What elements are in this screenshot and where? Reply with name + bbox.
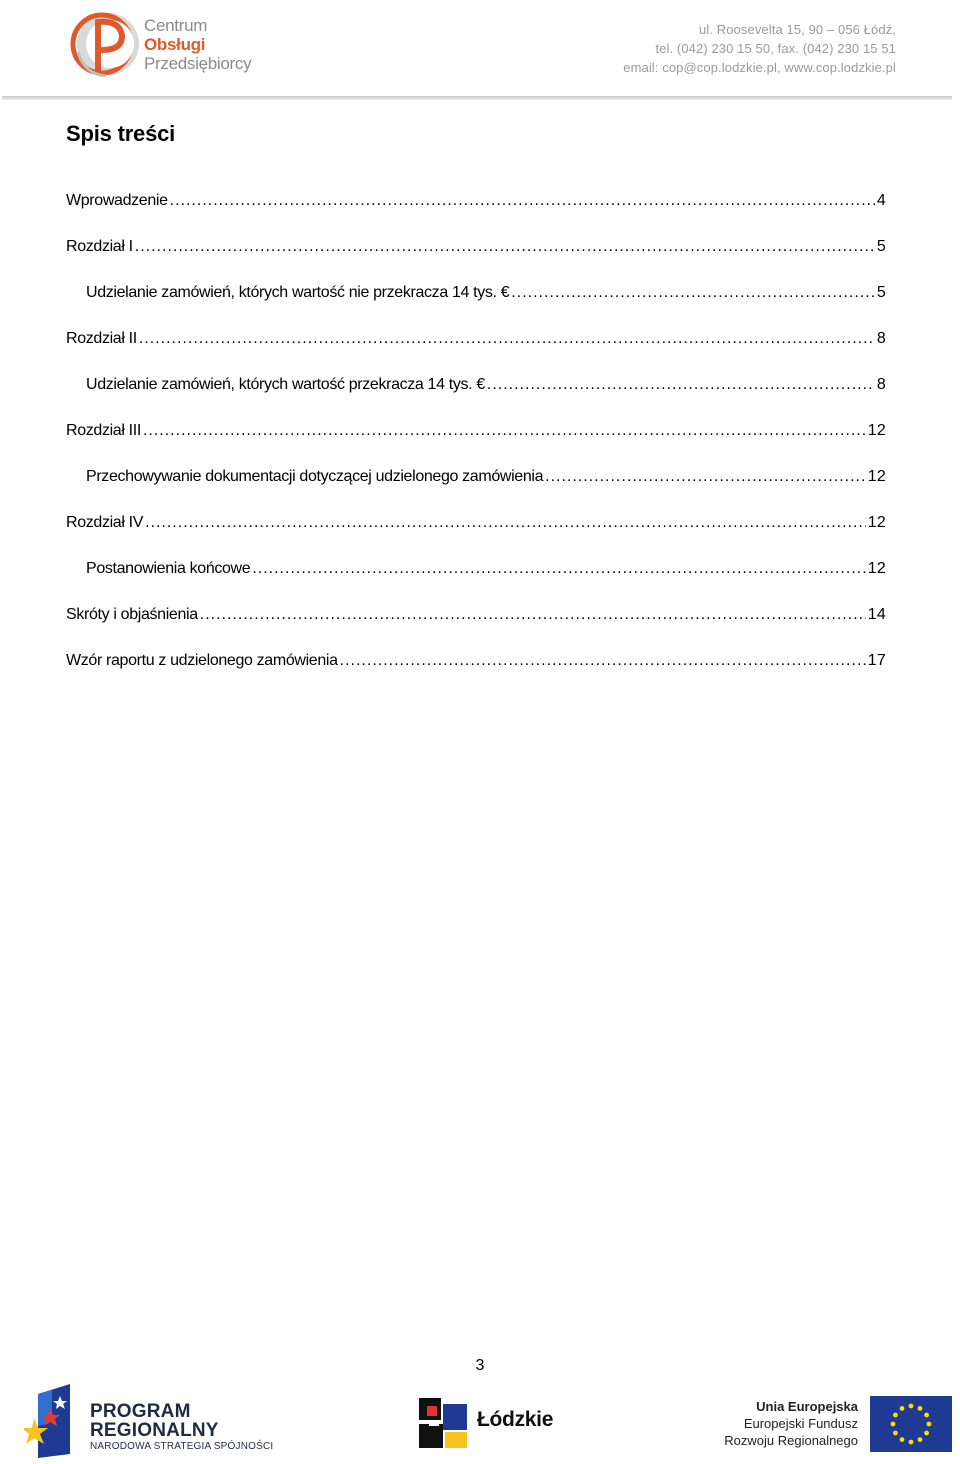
toc-entry-label: Udzielanie zamówień, których wartość nie przekracza 14 tys. € bbox=[86, 284, 510, 301]
cop-logo-mark-icon bbox=[70, 8, 140, 80]
toc-leader-dots bbox=[135, 238, 875, 256]
contact-address: ul. Roosevelta 15, 90 – 056 Łódź, bbox=[699, 22, 896, 37]
toc-entry-udzielanie-ponizej[interactable] bbox=[66, 284, 886, 330]
toc-entry-label: Skróty i objaśnienia bbox=[66, 606, 198, 623]
page-header bbox=[0, 0, 960, 100]
pr-line-3: NARODOWA STRATEGIA SPÓJNOŚCI bbox=[90, 1441, 274, 1452]
toc-entry-label: Rozdział II bbox=[66, 330, 137, 347]
toc-entry-page: 14 bbox=[867, 606, 886, 623]
toc-entry-postanowienia[interactable] bbox=[66, 560, 886, 606]
toc-entry-rozdzial-3[interactable] bbox=[66, 422, 886, 468]
toc-leader-dots bbox=[143, 422, 866, 440]
lodzkie-text: Łódzkie bbox=[477, 1408, 554, 1431]
lodzkie-logo bbox=[417, 1394, 567, 1450]
table-of-contents bbox=[66, 192, 886, 698]
toc-entry-udzielanie-powyzej[interactable] bbox=[66, 376, 886, 422]
program-regionalny-logo bbox=[24, 1382, 274, 1458]
toc-entry-page: 4 bbox=[876, 192, 886, 209]
toc-entry-page: 8 bbox=[876, 376, 886, 393]
toc-entry-label: Wzór raportu z udzielonego zamówienia bbox=[66, 652, 338, 669]
eu-line-1: Unia Europejska bbox=[756, 1399, 858, 1414]
toc-entry-page: 17 bbox=[867, 652, 886, 669]
cop-logo bbox=[70, 8, 260, 82]
toc-entry-label: Wprowadzenie bbox=[66, 192, 168, 209]
toc-entry-rozdzial-2[interactable] bbox=[66, 330, 886, 376]
header-contact bbox=[623, 20, 896, 77]
toc-leader-dots bbox=[145, 514, 866, 532]
header-divider bbox=[2, 96, 952, 100]
toc-entry-page: 12 bbox=[867, 514, 886, 531]
eu-text bbox=[724, 1398, 858, 1449]
eu-line-2: Europejski Fundusz bbox=[743, 1416, 858, 1431]
toc-leader-dots bbox=[511, 284, 875, 302]
logo-line-2: Obsługi bbox=[144, 35, 206, 54]
toc-entry-label: Rozdział IV bbox=[66, 514, 144, 531]
toc-leader-dots bbox=[170, 192, 875, 210]
toc-entry-skroty[interactable] bbox=[66, 606, 886, 652]
program-regionalny-flag-icon bbox=[24, 1382, 80, 1458]
toc-entry-page: 5 bbox=[876, 284, 886, 301]
toc-entry-label: Rozdział III bbox=[66, 422, 141, 439]
logo-line-3: Przedsiębiorcy bbox=[144, 54, 252, 73]
eu-line-3: Rozwoju Regionalnego bbox=[724, 1433, 858, 1448]
toc-entry-page: 12 bbox=[867, 468, 886, 485]
toc-entry-label: Rozdział I bbox=[66, 238, 133, 255]
toc-entry-page: 12 bbox=[867, 422, 886, 439]
logo-line-1: Centrum bbox=[144, 16, 208, 35]
toc-leader-dots bbox=[340, 652, 866, 670]
eu-flag-icon bbox=[870, 1396, 952, 1452]
toc-title: Spis treści bbox=[66, 121, 176, 146]
toc-leader-dots bbox=[545, 468, 866, 486]
toc-entry-wzor-raportu[interactable] bbox=[66, 652, 886, 698]
toc-entry-rozdzial-1[interactable] bbox=[66, 238, 886, 284]
toc-leader-dots bbox=[200, 606, 866, 624]
toc-entry-label: Postanowienia końcowe bbox=[86, 560, 251, 577]
contact-phone: tel. (042) 230 15 50, fax. (042) 230 15 51 bbox=[655, 41, 896, 56]
toc-entry-page: 5 bbox=[876, 238, 886, 255]
lodzkie-mark-icon bbox=[417, 1394, 471, 1450]
page-number: 3 bbox=[475, 1357, 485, 1374]
toc-leader-dots bbox=[252, 560, 865, 578]
toc-entry-page: 12 bbox=[867, 560, 886, 577]
toc-entry-page: 8 bbox=[876, 330, 886, 347]
program-regionalny-text bbox=[90, 1402, 273, 1454]
pr-line-1: PROGRAM bbox=[90, 1401, 191, 1422]
toc-entry-przechowywanie[interactable] bbox=[66, 468, 886, 514]
pr-line-2: REGIONALNY bbox=[90, 1420, 219, 1441]
toc-entry-rozdzial-4[interactable] bbox=[66, 514, 886, 560]
contact-email: email: cop@cop.lodzkie.pl, www.cop.lodzkie.pl bbox=[623, 60, 896, 75]
toc-entry-label: Udzielanie zamówień, których wartość przekracza 14 tys. € bbox=[86, 376, 485, 393]
toc-entry-wprowadzenie[interactable] bbox=[66, 192, 886, 238]
toc-entry-label: Przechowywanie dokumentacji dotyczącej udzielonego zamówienia bbox=[86, 468, 544, 485]
toc-leader-dots bbox=[487, 376, 875, 394]
cop-logo-text bbox=[144, 16, 251, 73]
eu-logo bbox=[700, 1396, 956, 1454]
toc-leader-dots bbox=[139, 330, 875, 348]
